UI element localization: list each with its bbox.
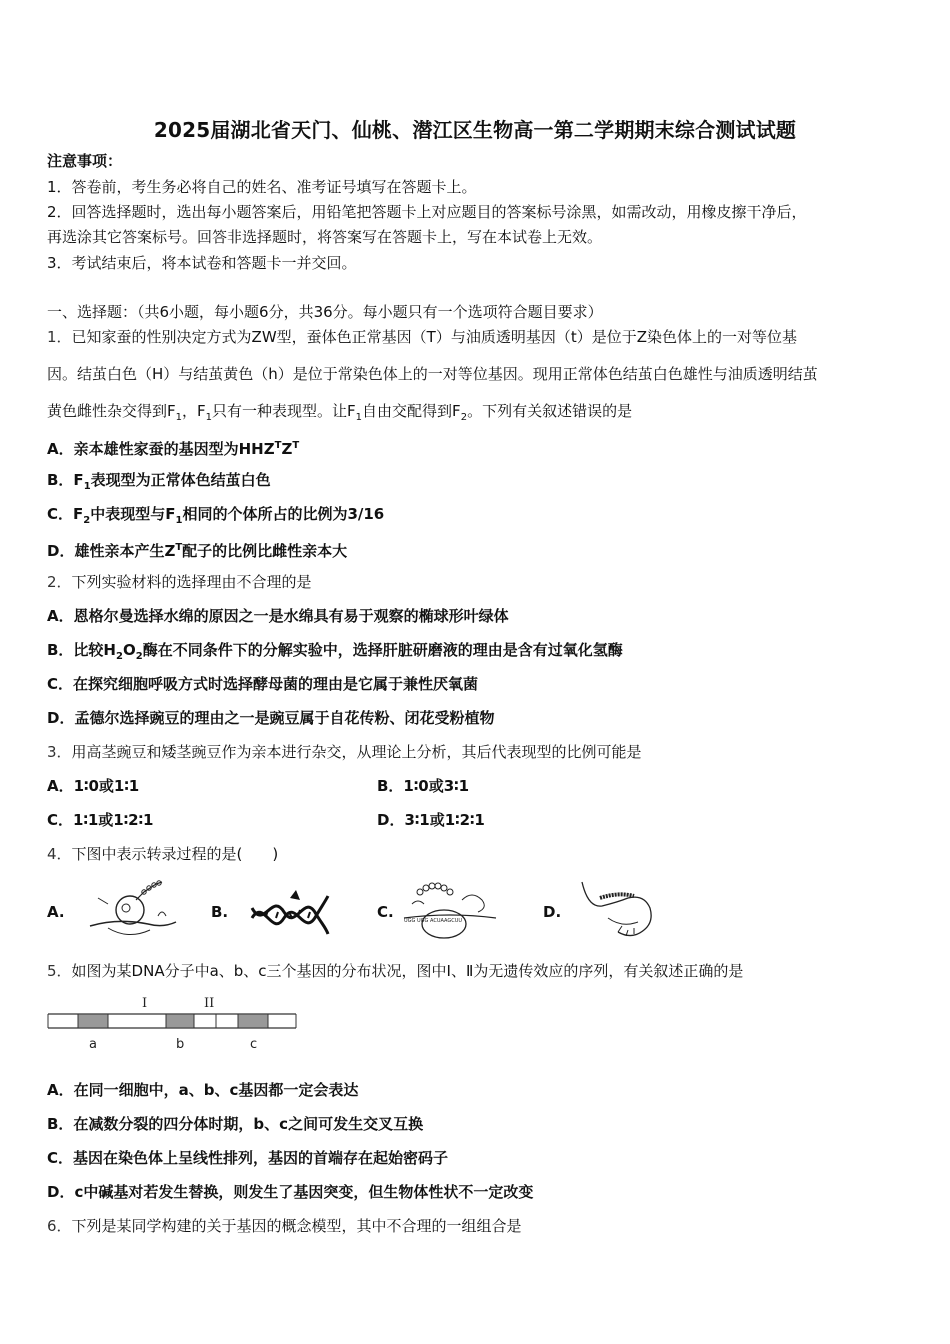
q1-option-a[interactable] [47,436,299,459]
notice-item-3: 3．考试结束后，将本试卷和答题卡一并交回。 [47,254,357,272]
q1-text-1: 已知家蚕的性别决定方式为ZW型，蚕体色正常基因（T）与油质透明基因（t）是位于Z染色体上的一对等位基 [71,328,797,346]
q2-b-sub1: 2 [116,651,123,662]
q1-c-text: C．F [47,505,84,523]
q1-option-b[interactable] [47,470,271,497]
q1-d-text-b: 配子的比例比雌性亲本大 [182,542,348,560]
q2-b-sub2: 2 [135,651,143,662]
section-heading: 一、选择题：（共6小题，每小题6分，共36分。每小题只有一个选项符合题目要求） [47,303,603,321]
q2-text: 下列实验材料的选择理由不合理的是 [71,573,312,591]
q1-text-3b: ，F [182,402,206,420]
notice-item-2a: 2．回答选择题时，选出每小题答案后，用铅笔把答题卡上对应题目的答案标号涂黑，如需改动，用橡皮擦干净后， [47,203,807,221]
q5-label-II: II [204,996,215,1011]
q1-stem-line2: 因。结茧白色（H）与结茧黄色（h）是位于常染色体上的一对等位基因。现用正常体色结茧白色雄性与油质透明结茧 [47,365,818,383]
q3-option-d[interactable]: D．3∶1或1∶2∶1 [377,811,485,829]
q2-b-text-c: 酶在不同条件下的分解实验中，选择肝脏研磨液的理由是含有过氧化氢酶 [142,641,623,659]
q1-c-text-b: 中表现型与F [90,505,176,523]
q1-text-3a: 黄色雌性杂交得到F [47,402,176,420]
q1-sub-2: 1 [205,412,213,423]
q1-text-3d: 自由交配得到F [362,402,461,420]
q4-figure-d [578,878,658,944]
q2-b-text-b: O [122,641,136,659]
q5-gene-a [78,1014,108,1028]
q1-sub-3: 1 [355,412,363,423]
q1-a-sup2: T [292,440,300,451]
q6-stem [47,1216,522,1236]
q1-c-sub: 2 [83,515,91,526]
q3-text: 用高茎豌豆和矮茎豌豆作为亲本进行杂交，从理论上分析，其后代表现型的比例可能是 [71,743,642,761]
q2-b-text: B．比较H [47,641,116,659]
q5-gene-c [238,1014,268,1028]
q4-option-c[interactable]: C. [377,903,394,921]
q5-number: 5． [47,962,72,980]
q1-b-text: B．F [47,471,84,489]
q5-option-c[interactable]: C．基因在染色体上呈线性排列，基因的首端存在起始密码子 [47,1149,449,1167]
q1-d-text: D．雄性亲本产生Z [47,542,176,560]
q4-option-d[interactable]: D. [543,903,562,921]
q1-text-3c: 只有一种表现型。让F [212,402,356,420]
q5-text: 如图为某DNA分子中a、b、c三个基因的分布状况，图中Ⅰ、Ⅱ为无遗传效应的序列，有关叙述正确的是 [71,962,744,980]
notice-item-2b: 再选涂其它答案标号。回答非选择题时，将答案写在答题卡上，写在本试卷上无效。 [47,228,603,246]
q2-option-d[interactable]: D．孟德尔选择豌豆的理由之一是豌豆属于自花传粉、闭花受粉植物 [47,709,495,727]
q1-a-sup1: T [274,440,282,451]
q5-dna-figure [46,992,306,1054]
q1-a-text: A．亲本雄性家蚕的基因型为HHZ [47,440,275,458]
q3-stem [47,742,642,762]
q1-c-text-c: 相同的个体所占的比例为3/16 [182,505,385,523]
q1-stem-line3 [47,401,632,428]
q3-option-c[interactable]: C．1∶1或1∶2∶1 [47,811,154,829]
page-title: 2025届湖北省天门、仙桃、潜江区生物高一第二学期期末综合测试试题 [153,118,797,142]
q4-option-b[interactable]: B. [211,903,229,921]
q3-option-a[interactable]: A．1∶0或1∶1 [47,777,140,795]
q5-option-d[interactable]: D．c中碱基对若发生替换，则发生了基因突变，但生物体性状不一定改变 [47,1183,534,1201]
q1-sub-1: 1 [175,412,183,423]
q3-number: 3． [47,743,72,761]
q4-figure-c-label: UGG UGG ACUAAGCUU [404,918,463,924]
q5-label-b: b [176,1037,185,1052]
q4-figure-c [400,878,500,944]
q5-label-c: c [250,1037,258,1052]
q6-text: 下列是某同学构建的关于基因的概念模型，其中不合理的一组组合是 [71,1217,522,1235]
q1-b-sub: 1 [83,481,91,492]
q4-number: 4． [47,845,72,863]
q1-option-c[interactable] [47,504,384,531]
q5-label-a: a [89,1037,97,1052]
q4-figure-b [250,878,330,944]
q3-option-b[interactable]: B．1∶0或3∶1 [377,777,469,795]
q4-option-a[interactable]: A. [47,903,65,921]
q5-option-a[interactable]: A．在同一细胞中，a、b、c基因都一定会表达 [47,1081,359,1099]
q1-stem-line1 [47,327,797,347]
notice-heading: 注意事项： [47,152,123,170]
q1-option-d[interactable] [47,538,347,561]
q2-option-a[interactable]: A．恩格尔曼选择水绵的原因之一是水绵具有易于观察的椭球形叶绿体 [47,607,509,625]
q2-option-b[interactable] [47,640,623,667]
q5-stem [47,961,743,981]
q1-b-text-b: 表现型为正常体色结茧白色 [90,471,271,489]
q6-number: 6． [47,1217,72,1235]
q1-c-sub2: 1 [175,515,183,526]
q1-text-3e: 。下列有关叙述错误的是 [467,402,633,420]
q5-gene-b [166,1014,194,1028]
q4-figure-a [88,878,178,944]
q5-label-I: I [142,996,148,1011]
q4-text: 下图中表示转录过程的是( ) [71,845,279,863]
q2-number: 2． [47,573,72,591]
q5-option-b[interactable]: B．在减数分裂的四分体时期，b、c之间可发生交叉互换 [47,1115,424,1133]
notice-item-1: 1．答卷前，考生务必将自己的姓名、准考证号填写在答题卡上。 [47,178,477,196]
q2-stem [47,572,312,592]
q1-number: 1． [47,328,72,346]
q2-option-c[interactable]: C．在探究细胞呼吸方式时选择酵母菌的理由是它属于兼性厌氧菌 [47,675,479,693]
q1-a-text-b: Z [281,440,293,458]
q1-d-sup: T [175,542,183,553]
q4-stem [47,844,278,864]
q1-sub-4: 2 [460,412,468,423]
